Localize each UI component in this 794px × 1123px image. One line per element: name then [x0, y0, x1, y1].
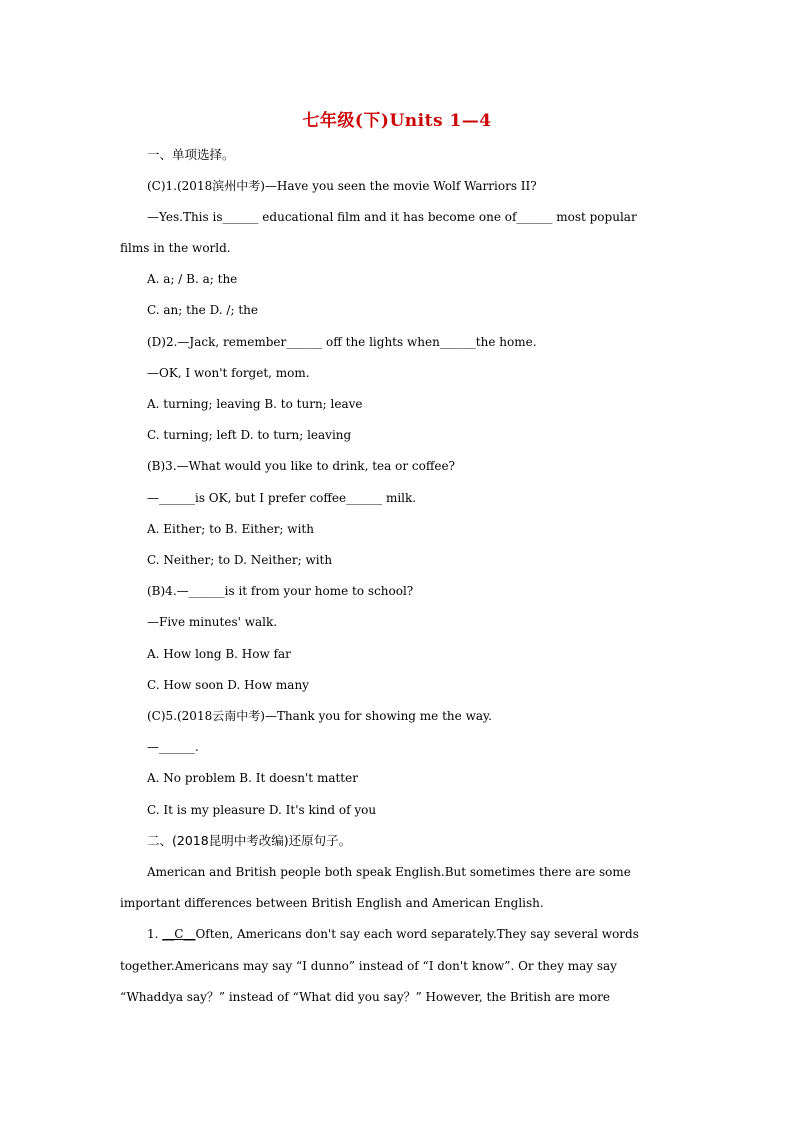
- passage-intro-line-1: American and British people both speak English.But sometimes there are some: [147, 865, 631, 879]
- question-1-options-ab: A. a; / B. a; the: [147, 272, 238, 286]
- question-2-options-ab: A. turning; leaving B. to turn; leave: [147, 397, 363, 411]
- question-4-stem: (B)4.—______is it from your home to school?: [147, 584, 414, 598]
- question-2-reply: —OK, I won't forget, mom.: [147, 366, 310, 380]
- question-2-options-cd: C. turning; left D. to turn; leaving: [147, 428, 352, 442]
- question-4-reply: —Five minutes' walk.: [147, 615, 278, 629]
- section-heading-1: 一、单项选择。: [147, 147, 235, 162]
- question-2-stem: (D)2.—Jack, remember______ off the lights when______the home.: [147, 335, 537, 349]
- question-5-stem: (C)5.(2018云南中考)—Thank you for showing me the way.: [147, 709, 492, 723]
- question-3-options-cd: C. Neither; to D. Neither; with: [147, 553, 333, 567]
- question-5-options-cd: C. It is my pleasure D. It's kind of you: [147, 803, 377, 817]
- paragraph-text: Often, Americans don't say each word separately.They say several words: [195, 927, 639, 941]
- question-3-reply: —______is OK, but I prefer coffee______ milk.: [147, 491, 417, 505]
- question-1-stem: (C)1.(2018滨州中考)—Have you seen the movie Wolf Warriors II?: [147, 179, 537, 193]
- passage-intro-line-2: important differences between British English and American English.: [120, 896, 544, 910]
- passage-paragraph-1-line-2: together.Americans may say “I dunno” instead of “I don't know”. Or they may say: [120, 959, 617, 973]
- question-5-reply: —______.: [147, 740, 199, 754]
- question-5-options-ab: A. No problem B. It doesn't matter: [147, 771, 358, 785]
- section-heading-2: 二、(2018昆明中考改编)还原句子。: [147, 833, 352, 848]
- answer-blank: __C__: [162, 927, 196, 941]
- blank-number: 1.: [147, 927, 163, 941]
- question-1-options-cd: C. an; the D. /; the: [147, 303, 258, 317]
- question-1-reply: —Yes.This is______ educational film and it has become one of______ most popular: [147, 210, 637, 224]
- passage-paragraph-1-line-3: “Whaddya say？” instead of “What did you say？” However, the British are more: [120, 990, 611, 1004]
- page-title: 七年级(下)Units 1—4: [302, 111, 492, 131]
- question-4-options-ab: A. How long B. How far: [147, 647, 291, 661]
- passage-paragraph-1-line-1: [147, 926, 639, 942]
- question-3-options-ab: A. Either; to B. Either; with: [147, 522, 314, 536]
- question-3-stem: (B)3.—What would you like to drink, tea or coffee?: [147, 459, 455, 473]
- question-1-reply-cont: films in the world.: [120, 241, 231, 255]
- question-4-options-cd: C. How soon D. How many: [147, 678, 309, 692]
